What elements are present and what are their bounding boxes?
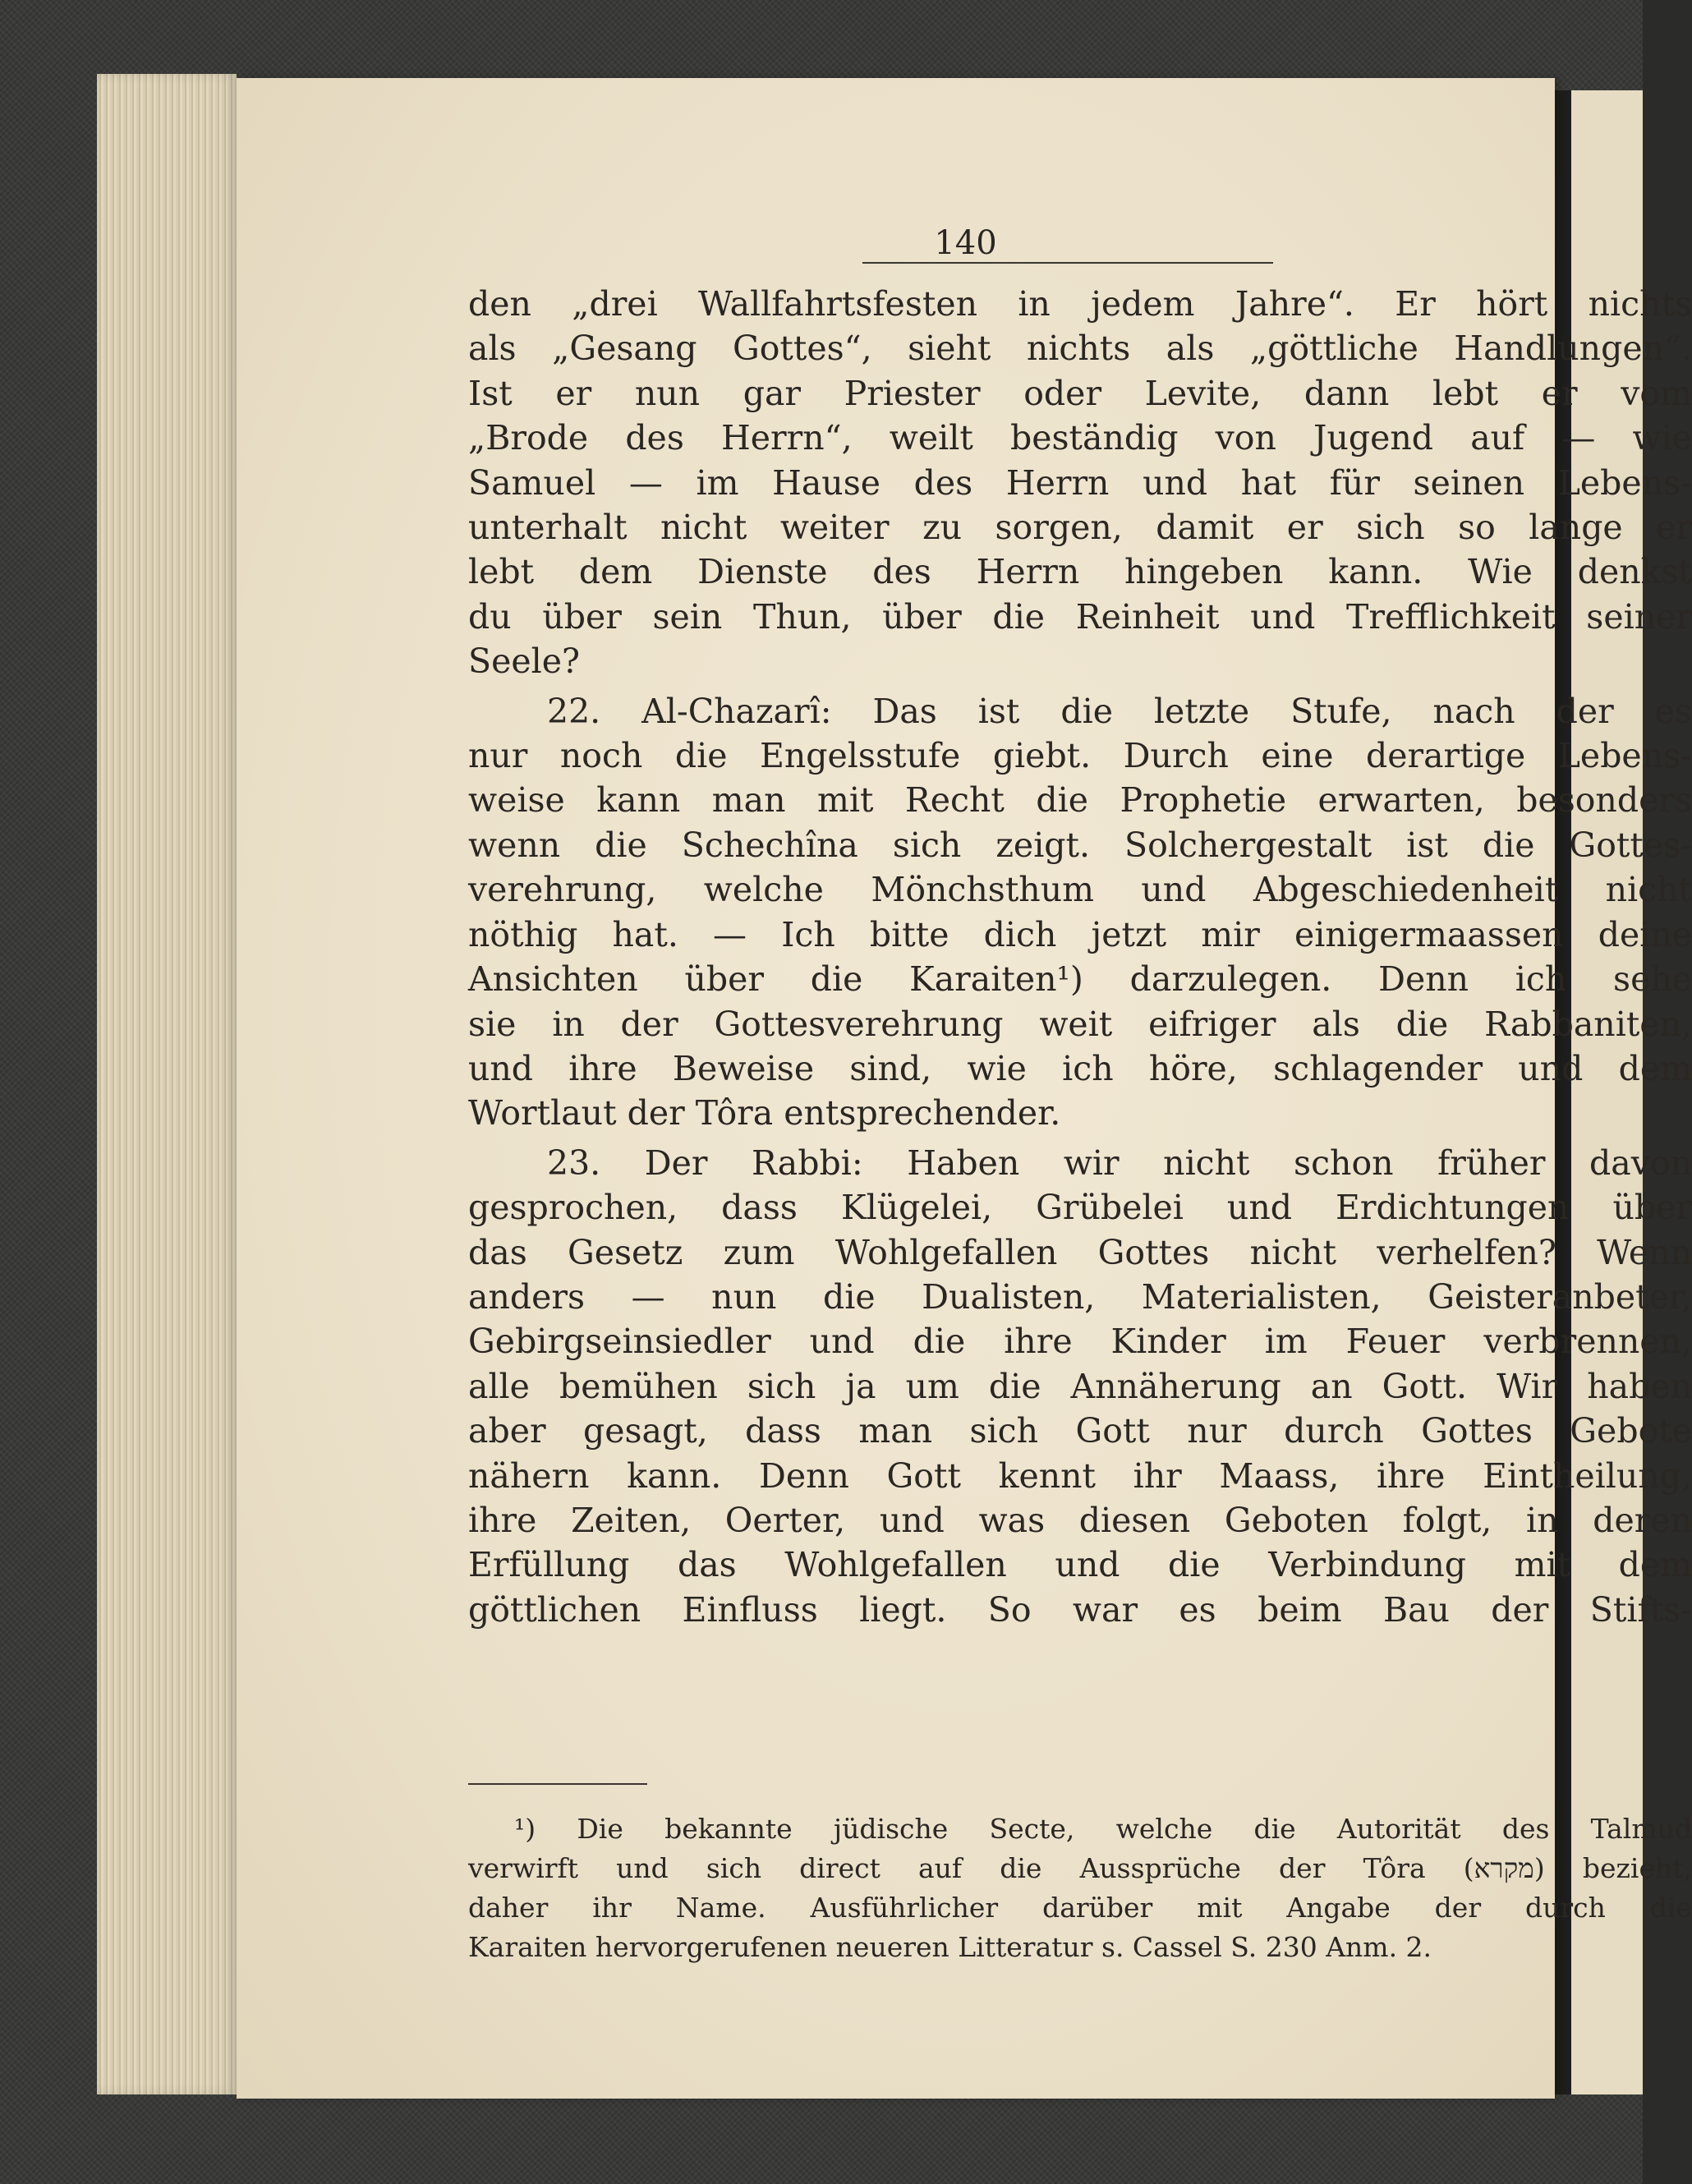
text-line: du über sein Thun, über die Reinheit und Trefflichkeit seiner [468, 596, 1692, 637]
text-line: anders — nun die Dualisten, Materialisten, Geisteranbeter, [468, 1276, 1692, 1317]
page-edges-left [97, 74, 237, 2094]
footnote-line: Karaiten hervorgerufenen neueren Litteratur s. Cassel S. 230 Anm. 2. [468, 1931, 1432, 1963]
body-text [468, 282, 1692, 1637]
page-number: 140 [934, 224, 997, 262]
text-line: sie in der Gottesverehrung weit eifriger als die Rabbaniten, [468, 1004, 1692, 1044]
footnote-line: verwirft und sich direct auf die Aussprüche der Tôra (מקרא) bezieht, [468, 1852, 1692, 1884]
text-line: Gebirgseinsiedler und die ihre Kinder im Feuer verbrennen, [468, 1322, 1692, 1362]
text-line: Wortlaut der Tôra entsprechender. [468, 1093, 1061, 1133]
text-line: weise kann man mit Recht die Prophetie erwarten, besonders [468, 780, 1692, 821]
text-line: lebt dem Dienste des Herrn hingeben kann. Wie denkst [468, 552, 1692, 592]
text-line: aber gesagt, dass man sich Gott nur durch Gottes Gebote [468, 1411, 1692, 1451]
text-line: das Gesetz zum Wohlgefallen Gottes nicht verhelfen? Wenn [468, 1232, 1692, 1272]
text-line: Erfüllung das Wohlgefallen und die Verbindung mit dem [468, 1545, 1692, 1585]
text-line: unterhalt nicht weiter zu sorgen, damit er sich so lange er [468, 508, 1692, 548]
footnote [468, 1809, 1692, 1967]
text-line: gesprochen, dass Klügelei, Grübelei und Erdichtungen über [468, 1188, 1692, 1228]
text-line: verehrung, welche Mönchsthum und Abgeschiedenheit nicht [468, 870, 1692, 910]
text-line: göttlichen Einfluss liegt. So war es beim Bau der Stifts- [468, 1589, 1692, 1630]
book-page [237, 78, 1692, 2099]
text-line: wenn die Schechîna sich zeigt. Solchergestalt ist die Gottes- [468, 825, 1692, 865]
paragraph-2 [468, 689, 1692, 1136]
text-line: 23. Der Rabbi: Haben wir nicht schon früher davon [547, 1143, 1692, 1183]
text-line: Ansichten über die Karaiten¹) darzulegen. Denn ich sehe [468, 959, 1692, 1000]
text-line: Samuel — im Hause des Herrn und hat für seinen Lebens- [468, 462, 1692, 503]
text-line: und ihre Beweise sind, wie ich höre, schlagender und dem [468, 1048, 1692, 1088]
text-line: Ist er nun gar Priester oder Levite, dann lebt er vom [468, 373, 1692, 413]
footnote-line: daher ihr Name. Ausführlicher darüber mit Angabe der durch die [468, 1892, 1692, 1924]
text-line: nöthig hat. — Ich bitte dich jetzt mir einigermaassen deine [468, 914, 1692, 954]
footnote-rule [468, 1783, 647, 1785]
text-line: ihre Zeiten, Oerter, und was diesen Geboten folgt, in deren [468, 1500, 1692, 1540]
paragraph-1 [468, 282, 1692, 684]
text-line: als „Gesang Gottes“, sieht nichts als „göttliche Handlungen“. [468, 329, 1692, 369]
text-line: nur noch die Engelsstufe giebt. Durch eine derartige Lebens- [468, 736, 1692, 776]
text-line: den „drei Wallfahrtsfesten in jedem Jahre“. Er hört nichts [468, 284, 1692, 324]
header-rule [862, 262, 1273, 264]
paragraph-3 [468, 1141, 1692, 1632]
text-line: alle bemühen sich ja um die Annäherung an Gott. Wir haben [468, 1366, 1692, 1406]
footnote-line: ¹) Die bekannte jüdische Secte, welche die Autorität des Talmud [514, 1813, 1692, 1845]
text-line: Seele? [468, 641, 580, 682]
text-line: „Brode des Herrn“, weilt beständig von Jugend auf — wie [468, 418, 1692, 458]
text-line: 22. Al-Chazarî: Das ist die letzte Stufe, nach der es [547, 691, 1692, 731]
text-line: nähern kann. Denn Gott kennt ihr Maass, ihre Eintheilung, [468, 1455, 1692, 1496]
